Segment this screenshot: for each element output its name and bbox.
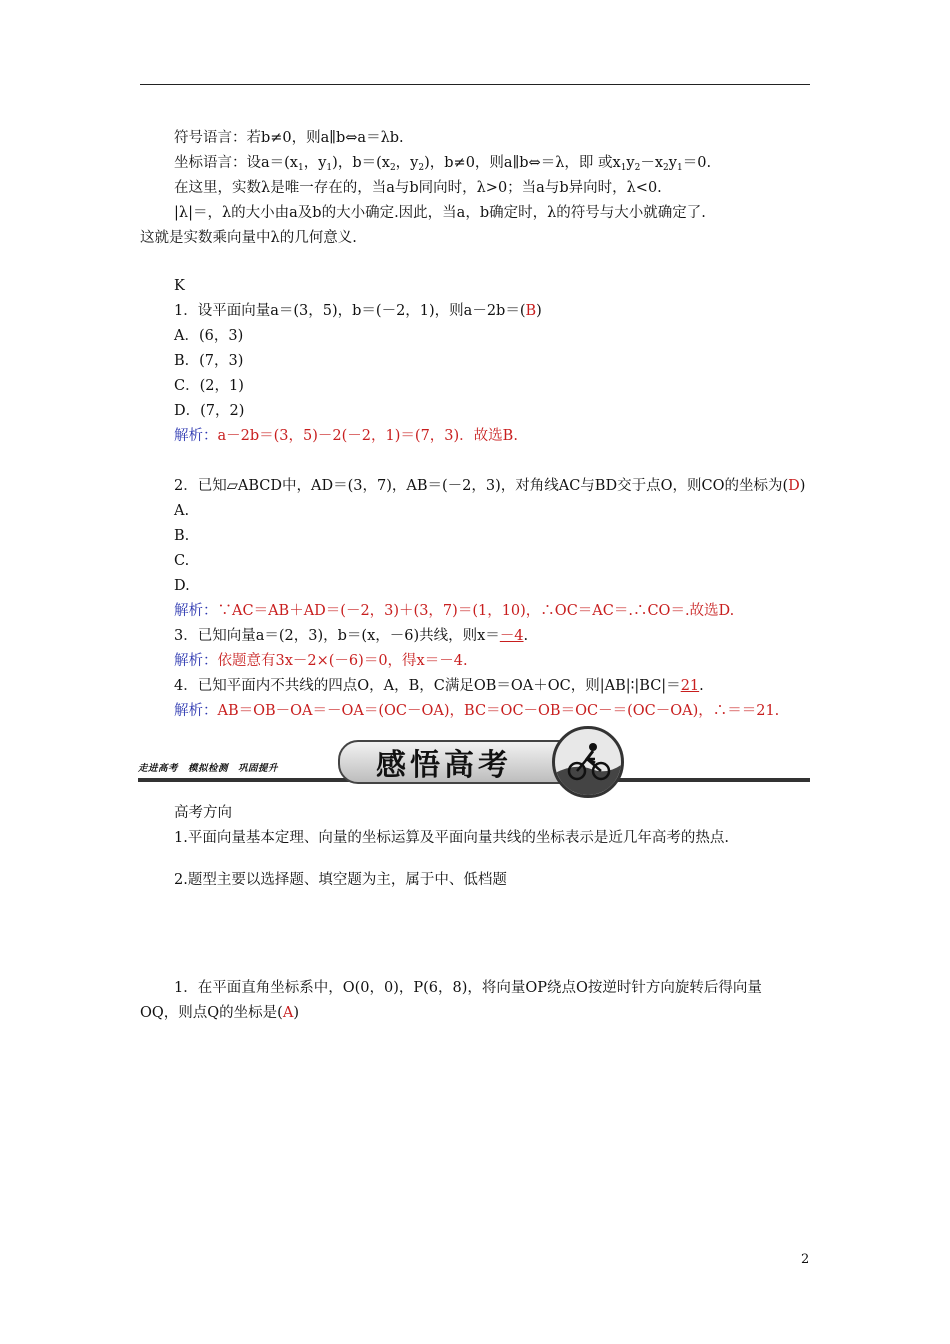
gaokao-heading: 高考方向 [174,805,232,821]
q3-answer: －4 [499,628,524,644]
section-k: K [174,278,185,294]
symbol-language: 符号语言：若b≠0，则a∥b⇔a＝λb. [174,130,404,146]
header-rule [140,84,810,85]
cyclist-icon [552,726,624,798]
coordinate-language: 坐标语言：设$a=(x_1$，$y_1$)，$b=(x_2$，$y_2$)，b≠0，则a∥b⇔＝λ，即 或$x_1y_2-x_2y_1=0$. [174,155,712,173]
gaokao-point-2: 2.题型主要以选择题、填空题为主，属于中、低档题 [174,872,507,888]
q4-analysis: 解析：AB＝OB－OA＝－OA＝(OC－OA)，BC＝OC－OB＝OC－＝(OC－OA)，∴＝＝21. [174,703,780,719]
q2-option-d: D. [174,578,190,594]
q1-option-a: A．(6，3) [174,328,244,344]
lambda-uniqueness: 在这里，实数λ是唯一存在的，当a与b同向时，λ>0；当a与b异向时，λ<0. [174,180,662,196]
q1-option-d: D．(7，2) [174,403,245,419]
q2-analysis: 解析：∵AC＝AB＋AD＝(－2，3)＋(3，7)＝(1，10)，∴OC＝AC＝.∴CO＝.故选D. [174,603,735,619]
q1-option-c: C．(2，1) [174,378,244,394]
q2-stem: 2．已知▱ABCD中，AD＝(3，7)，AB＝(－2，3)，对角线AC与BD交于点O，则CO的坐标为(D) [174,478,806,494]
banner-tagline: 走进高考 模拟检测 巩固提升 [138,763,279,774]
q5-stem-line1: 1．在平面直角坐标系中，O(0，0)，P(6，8)，将向量OP绕点O按逆时针方向旋转后得向量 [174,980,762,996]
q1-stem: 1．设平面向量a＝(3，5)，b＝(－2，1)，则a－2b＝(B) [174,303,542,319]
q2-option-a: A. [174,503,190,519]
q4-answer: 21 [680,678,700,694]
section-banner [138,726,810,788]
q2-option-c: C. [174,553,190,569]
lambda-magnitude: |λ|＝，λ的大小由a及b的大小确定.因此，当a，b确定时，λ的符号与大小就确定了. [174,205,706,221]
q1-analysis: 解析：a－2b＝(3，5)－2(－2，1)＝(7，3)．故选B. [174,428,518,444]
q3-analysis: 解析：依题意有3x－2×(－6)＝0，得x＝－4. [174,653,468,669]
q1-option-b: B．(7，3) [174,353,244,369]
page-number: 2 [801,1252,810,1267]
q3-stem: 3．已知向量a＝(2，3)，b＝(x，－6)共线，则x＝－4. [174,628,529,644]
banner-title: 感悟高考 [376,748,512,783]
geometric-meaning: 这就是实数乘向量中λ的几何意义. [140,230,357,246]
q5-answer: A [282,1005,294,1021]
q2-answer: D [788,478,800,494]
gaokao-point-1: 1.平面向量基本定理、向量的坐标运算及平面向量共线的坐标表示是近几年高考的热点. [174,830,729,846]
q4-stem: 4．已知平面内不共线的四点O，A，B，C满足OB＝OA＋OC，则|AB|∶|BC|＝21. [174,678,704,694]
q2-option-b: B. [174,528,190,544]
q5-stem-line2: OQ，则点Q的坐标是(A) [140,1005,299,1021]
q1-answer: B [525,303,537,319]
